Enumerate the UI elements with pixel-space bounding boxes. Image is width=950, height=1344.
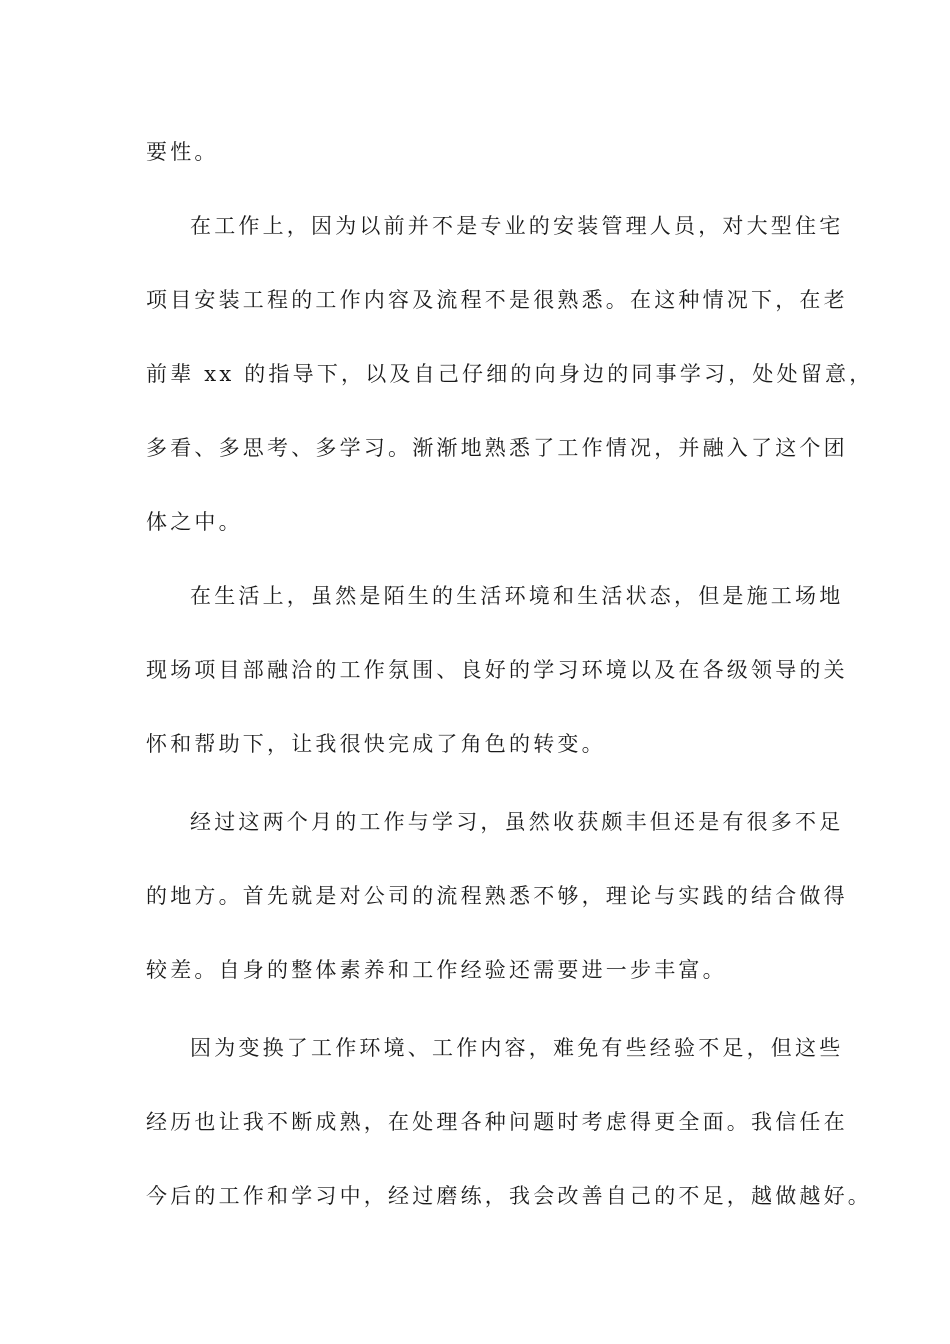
text-line: 多看、多思考、多学习。渐渐地熟悉了工作情况，并融入了这个团 xyxy=(146,436,848,460)
text-line: 现场项目部融洽的工作氛围、良好的学习环境以及在各级领导的关 xyxy=(146,658,848,682)
paragraph-start-line: 在生活上，虽然是陌生的生活环境和生活状态，但是施工场地 xyxy=(190,584,844,608)
text-line: 怀和帮助下，让我很快完成了角色的转变。 xyxy=(146,732,606,756)
text-line: 今后的工作和学习中，经过磨练，我会改善自己的不足，越做越好。 xyxy=(146,1184,872,1208)
paragraph-start-line: 经过这两个月的工作与学习，虽然收获颇丰但还是有很多不足 xyxy=(190,810,844,834)
text-line: 经历也让我不断成熟，在处理各种问题时考虑得更全面。我信任在 xyxy=(146,1110,848,1134)
text-line: 前辈 xx 的指导下，以及自己仔细的向身边的同事学习，处处留意， xyxy=(146,362,874,386)
paragraph-start-line: 因为变换了工作环境、工作内容，难免有些经验不足，但这些 xyxy=(190,1036,844,1060)
text-line: 的地方。首先就是对公司的流程熟悉不够，理论与实践的结合做得 xyxy=(146,884,848,908)
text-line: 较差。自身的整体素养和工作经验还需要进一步丰富。 xyxy=(146,958,727,982)
text-line: 要性。 xyxy=(146,140,219,164)
text-line: 项目安装工程的工作内容及流程不是很熟悉。在这种情况下，在老 xyxy=(146,288,848,312)
paragraph-start-line: 在工作上，因为以前并不是专业的安装管理人员，对大型住宅 xyxy=(190,214,844,238)
text-line: 体之中。 xyxy=(146,510,243,534)
